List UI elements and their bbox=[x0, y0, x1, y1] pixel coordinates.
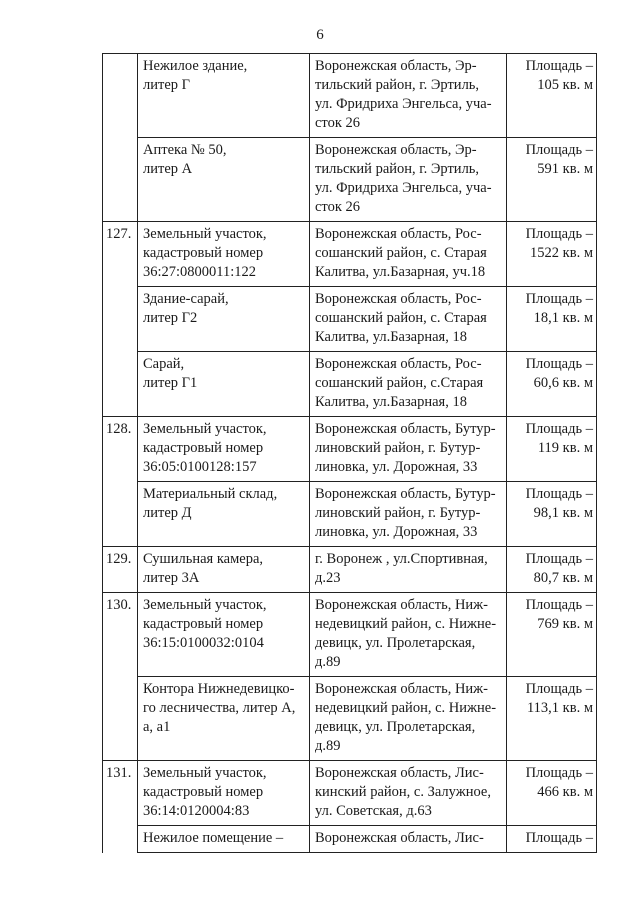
address-cell: Воронежская область, Эр- тильский район, г. Эртиль, ул. Фридриха Энгельса, уча- сток 26 bbox=[310, 138, 507, 222]
table-row bbox=[103, 138, 597, 222]
object-name-cell: Земельный участок, кадастровый номер 36:14:0120004:83 bbox=[138, 761, 310, 826]
area-cell: Площадь – 60,6 кв. м bbox=[507, 352, 597, 417]
address-cell: Воронежская область, Ниж- недевицкий район, с. Нижне- девицк, ул. Пролетарская, д.89 bbox=[310, 593, 507, 677]
row-number-cell: 129. bbox=[103, 547, 138, 593]
area-cell: Площадь – 113,1 кв. м bbox=[507, 677, 597, 761]
area-cell: Площадь – 769 кв. м bbox=[507, 593, 597, 677]
row-number-cell: 130. bbox=[103, 593, 138, 677]
table-row bbox=[103, 287, 597, 352]
row-number-cell: 131. bbox=[103, 761, 138, 826]
address-cell: Воронежская область, Лис- bbox=[310, 826, 507, 853]
area-cell: Площадь – 105 кв. м bbox=[507, 54, 597, 138]
object-name-cell: Материальный склад, литер Д bbox=[138, 482, 310, 547]
table-row bbox=[103, 593, 597, 677]
row-number-cell bbox=[103, 826, 138, 853]
object-name-cell: Земельный участок, кадастровый номер 36:15:0100032:0104 bbox=[138, 593, 310, 677]
area-cell: Площадь – 1522 кв. м bbox=[507, 222, 597, 287]
table-row bbox=[103, 677, 597, 761]
object-name-cell: Нежилое здание, литер Г bbox=[138, 54, 310, 138]
row-number-cell bbox=[103, 482, 138, 547]
object-name-cell: Сарай, литер Г1 bbox=[138, 352, 310, 417]
area-cell: Площадь – 98,1 кв. м bbox=[507, 482, 597, 547]
table-row bbox=[103, 761, 597, 826]
object-name-cell: Земельный участок, кадастровый номер 36:27:0800011:122 bbox=[138, 222, 310, 287]
area-cell: Площадь – bbox=[507, 826, 597, 853]
registry-table-body bbox=[103, 54, 597, 853]
address-cell: Воронежская область, Бутур- линовский район, г. Бутур- линовка, ул. Дорожная, 33 bbox=[310, 482, 507, 547]
address-cell: Воронежская область, Рос- сошанский район, с.Старая Калитва, ул.Базарная, 18 bbox=[310, 352, 507, 417]
object-name-cell: Аптека № 50, литер А bbox=[138, 138, 310, 222]
area-cell: Площадь – 466 кв. м bbox=[507, 761, 597, 826]
address-cell: Воронежская область, Ниж- недевицкий район, с. Нижне- девицк, ул. Пролетарская, д.89 bbox=[310, 677, 507, 761]
object-name-cell: Контора Нижнедевицко- го лесничества, литер А, а, а1 bbox=[138, 677, 310, 761]
object-name-cell: Здание-сарай, литер Г2 bbox=[138, 287, 310, 352]
table-row bbox=[103, 54, 597, 138]
area-cell: Площадь – 18,1 кв. м bbox=[507, 287, 597, 352]
table-row bbox=[103, 826, 597, 853]
table-row bbox=[103, 352, 597, 417]
object-name-cell: Земельный участок, кадастровый номер 36:05:0100128:157 bbox=[138, 417, 310, 482]
row-number-cell: 127. bbox=[103, 222, 138, 287]
table-row bbox=[103, 547, 597, 593]
address-cell: г. Воронеж , ул.Спортивная, д.23 bbox=[310, 547, 507, 593]
row-number-cell bbox=[103, 54, 138, 138]
object-name-cell: Нежилое помещение – bbox=[138, 826, 310, 853]
address-cell: Воронежская область, Лис- кинский район, с. Залужное, ул. Советская, д.63 bbox=[310, 761, 507, 826]
address-cell: Воронежская область, Рос- сошанский район, с. Старая Калитва, ул.Базарная, 18 bbox=[310, 287, 507, 352]
row-number-cell bbox=[103, 677, 138, 761]
address-cell: Воронежская область, Рос- сошанский район, с. Старая Калитва, ул.Базарная, уч.18 bbox=[310, 222, 507, 287]
table-row bbox=[103, 222, 597, 287]
address-cell: Воронежская область, Бутур- линовский район, г. Бутур- линовка, ул. Дорожная, 33 bbox=[310, 417, 507, 482]
page-number: 6 bbox=[316, 27, 324, 43]
area-cell: Площадь – 80,7 кв. м bbox=[507, 547, 597, 593]
address-cell: Воронежская область, Эр- тильский район, г. Эртиль, ул. Фридриха Энгельса, уча- сток 26 bbox=[310, 54, 507, 138]
row-number-cell bbox=[103, 287, 138, 352]
row-number-cell bbox=[103, 138, 138, 222]
table-row bbox=[103, 482, 597, 547]
table-row bbox=[103, 417, 597, 482]
property-registry-table bbox=[102, 53, 597, 853]
row-number-cell: 128. bbox=[103, 417, 138, 482]
object-name-cell: Сушильная камера, литер 3А bbox=[138, 547, 310, 593]
area-cell: Площадь – 119 кв. м bbox=[507, 417, 597, 482]
area-cell: Площадь – 591 кв. м bbox=[507, 138, 597, 222]
row-number-cell bbox=[103, 352, 138, 417]
